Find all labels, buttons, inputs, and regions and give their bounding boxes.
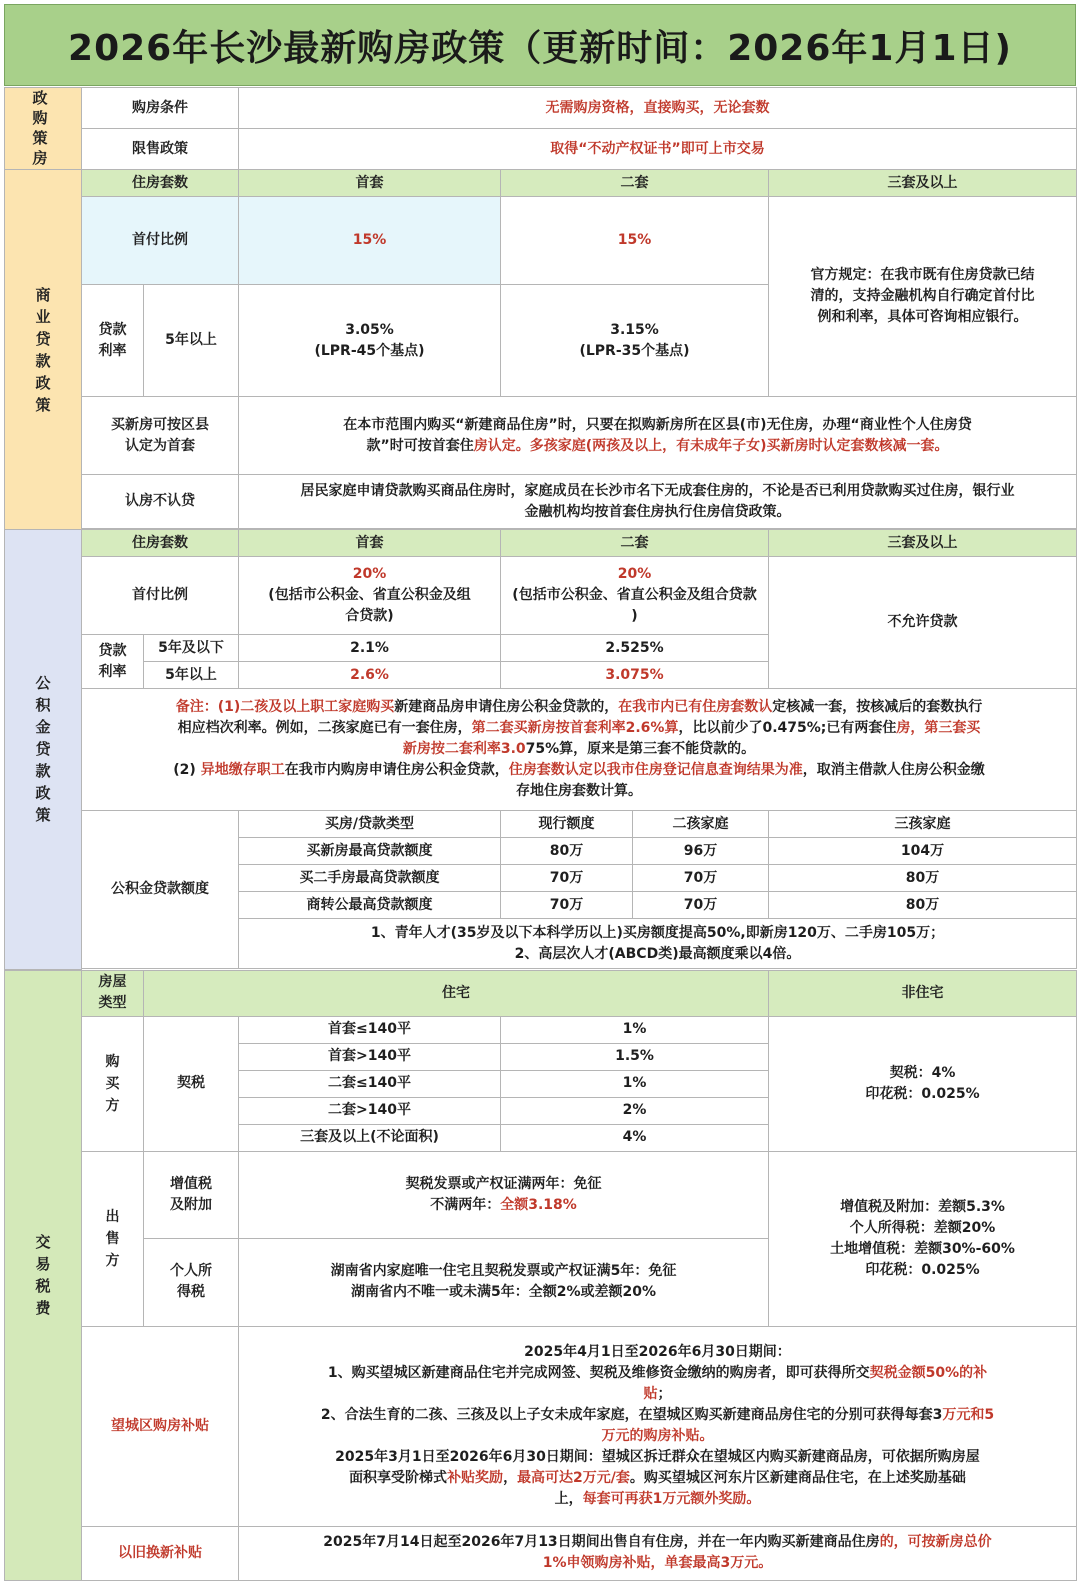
- commercial-down-second: 15%: [501, 197, 769, 285]
- commercial-header-third: 三套及以上: [769, 170, 1077, 197]
- commercial-down-first: 15%: [239, 197, 501, 285]
- deed-condition: 二套≤140平: [239, 1070, 501, 1097]
- quota-header-three-child: 三孩家庭: [769, 811, 1077, 838]
- fund-header-first: 首套: [239, 530, 501, 557]
- deed-condition: 首套>140平: [239, 1043, 501, 1070]
- quota-two-child: 96万: [633, 838, 769, 865]
- resale-value: 取得“不动产权证书”即可上市交易: [239, 129, 1077, 170]
- commercial-recognize-row: [5, 475, 1077, 529]
- commercial-county-row: [5, 397, 1077, 475]
- commercial-header-first: 首套: [239, 170, 501, 197]
- quota-note: 1、青年人才(35岁及以下本科学历以上)买房额度提高50%,即新房120万、二手房105万； 2、高层次人才(ABCD类)最高额度乘以4倍。: [239, 919, 1077, 969]
- tradein-text: 2025年7月14日起至2026年7月13日期间出售自有住房，并在一年内购买新建商品住房的，可按新房总价1%申领购房补贴，单套最高3万元。: [239, 1526, 1077, 1580]
- buyer-nonres: 契税：4% 印花税：0.025%: [769, 1016, 1077, 1151]
- commercial-header-count: 住房套数: [82, 170, 239, 197]
- fund-note-2: (2) 异地缴存职工在我市内购房申请住房公积金贷款，住房套数认定以我市住房登记信息查询结果为准，取消主借款人住房公积金缴存地住房套数计算。: [173, 762, 985, 799]
- commercial-header: [5, 170, 1077, 197]
- quota-current: 80万: [501, 838, 633, 865]
- commercial-rate-first: 3.05% (LPR-45个基点): [239, 285, 501, 397]
- pit-label: 个人所得税: [144, 1238, 239, 1326]
- recognize-label: 认房不认贷: [82, 475, 239, 529]
- fund-note-1: 备注：(1)二孩及以上职工家庭购买新建商品房申请住房公积金贷款的，在我市内已有住房套数认定核减一套，按核减后的套数执行相应档次利率。例如，二孩家庭已有一套住房，第二套买新房按首套利率2.6%算，比以前少了0.475%;已有两套住房，第三套买新房按二套利率3.075%算，原来是第三套不能贷款的。: [175, 699, 983, 757]
- quota-header-type: 买房/贷款类型: [239, 811, 501, 838]
- fund-short-second: 2.525%: [501, 635, 769, 662]
- quota-header-row: [5, 811, 1077, 838]
- fund-header-second: 二套: [501, 530, 769, 557]
- residential-header: 住宅: [144, 970, 769, 1016]
- deed-rate: 1%: [501, 1016, 769, 1043]
- quota-type: 商转公最高贷款额度: [239, 892, 501, 919]
- deed-rate: 1.5%: [501, 1043, 769, 1070]
- seller-nonres: 增值税及附加：差额5.3% 个人所得税：差额20% 土地增值税：差额30%-60% 印花税：0.025%: [769, 1151, 1077, 1326]
- deed-tax-label: 契税: [144, 1016, 239, 1151]
- recognize-text: 居民家庭申请贷款购买商品住房时，家庭成员在长沙市名下无成套住房的，不论是否已利用贷款购买过住房，银行业金融机构均按首套住房执行住房信贷政策。: [239, 475, 1077, 529]
- seller-label: 出售方: [82, 1151, 144, 1326]
- quota-label: 公积金贷款额度: [82, 811, 239, 969]
- quota-three-child: 80万: [769, 865, 1077, 892]
- fund-short-first: 2.1%: [239, 635, 501, 662]
- quota-type: 买新房最高贷款额度: [239, 838, 501, 865]
- commercial-header-second: 二套: [501, 170, 769, 197]
- conditions-value: 无需购房资格，直接购买，无论套数: [239, 88, 1077, 129]
- deed-condition: 二套>140平: [239, 1097, 501, 1124]
- quota-header-current: 现行额度: [501, 811, 633, 838]
- quota-current: 70万: [501, 865, 633, 892]
- fund-term-short: 5年及以下: [144, 635, 239, 662]
- quota-header-two-child: 二孩家庭: [633, 811, 769, 838]
- deed-row: [5, 1016, 1077, 1043]
- section-tax: 交易税费: [5, 970, 82, 1581]
- quota-type: 买二手房最高贷款额度: [239, 865, 501, 892]
- vat-label: 增值税及附加: [144, 1151, 239, 1238]
- quota-two-child: 70万: [633, 892, 769, 919]
- deed-condition: 三套及以上(不论面积): [239, 1124, 501, 1151]
- fund-header: [5, 530, 1077, 557]
- page-title: 2026年长沙最新购房政策（更新时间：2026年1月1日): [4, 4, 1076, 86]
- policy-table: [4, 87, 1077, 1581]
- quota-three-child: 80万: [769, 892, 1077, 919]
- fund-down-second: 20% (包括市公积金、省直公积金及组合贷款 ): [501, 557, 769, 635]
- commercial-rate-term: 5年以上: [144, 285, 239, 397]
- fund-note-row: [5, 689, 1077, 811]
- deed-rate: 4%: [501, 1124, 769, 1151]
- section-fund: 公积金贷款政策: [5, 530, 82, 970]
- tradein-label: 以旧换新补贴: [82, 1526, 239, 1580]
- fund-down-label: 首付比例: [82, 557, 239, 635]
- fund-long-second: 3.075%: [501, 662, 769, 689]
- fund-long-first: 2.6%: [239, 662, 501, 689]
- conditions-label: 购房条件: [82, 88, 239, 129]
- fund-down-first: 20% (包括市公积金、省直公积金及组合贷款): [239, 557, 501, 635]
- resale-label: 限售政策: [82, 129, 239, 170]
- policy-row-resale: [5, 129, 1077, 170]
- commercial-rate-label: 贷款利率: [82, 285, 144, 397]
- non-residential-header: 非住宅: [769, 970, 1077, 1016]
- quota-two-child: 70万: [633, 865, 769, 892]
- fund-note: [82, 689, 1077, 811]
- section-policy: 政购策房: [5, 88, 82, 170]
- vat-row: [5, 1151, 1077, 1238]
- tax-header: [5, 970, 1077, 1016]
- quota-three-child: 104万: [769, 838, 1077, 865]
- county-text: 在本市范围内购买“新建商品住房”时，只要在拟购新房所在区县(市)无住房，办理“商业性个人住房贷款”时可按首套住房认定。多孩家庭(两孩及以上，有未成年子女)买新房时认定套数核减一套。: [239, 397, 1077, 475]
- commercial-down-label: 首付比例: [82, 197, 239, 285]
- wangcheng-row: [5, 1326, 1077, 1526]
- commercial-rate-second: 3.15% (LPR-35个基点): [501, 285, 769, 397]
- fund-header-count: 住房套数: [82, 530, 239, 557]
- deed-condition: 首套≤140平: [239, 1016, 501, 1043]
- fund-rate-label: 贷款利率: [82, 635, 144, 689]
- pit-text: 湖南省内家庭唯一住宅且契税发票或产权证满5年：免征 湖南省内不唯一或未满5年：全额2%或差额20%: [239, 1238, 769, 1326]
- house-type-label: 房屋类型: [82, 970, 144, 1016]
- vat-text: 契税发票或产权证满两年：免征 不满两年：全额3.18%: [239, 1151, 769, 1238]
- buyer-label: 购买方: [82, 1016, 144, 1151]
- deed-rate: 1%: [501, 1070, 769, 1097]
- policy-row-conditions: [5, 88, 1077, 129]
- fund-third-value: 不允许贷款: [769, 557, 1077, 689]
- section-commercial: 商业贷款政策: [5, 170, 82, 530]
- wangcheng-label: 望城区购房补贴: [82, 1326, 239, 1526]
- quota-current: 70万: [501, 892, 633, 919]
- county-label: 买新房可按区县认定为首套: [82, 397, 239, 475]
- commercial-down-row: [5, 197, 1077, 285]
- fund-term-long: 5年以上: [144, 662, 239, 689]
- deed-rate: 2%: [501, 1097, 769, 1124]
- fund-down-row: [5, 557, 1077, 635]
- fund-header-third: 三套及以上: [769, 530, 1077, 557]
- tradein-row: [5, 1526, 1077, 1580]
- commercial-third-note: 官方规定：在我市既有住房贷款已结清的，支持金融机构自行确定首付比例和利率，具体可咨询相应银行。: [769, 197, 1077, 397]
- wangcheng-text: 2025年4月1日至2026年6月30日期间： 1、购买望城区新建商品住宅并完成网签、契税及维修资金缴纳的购房者，即可获得所交契税金额50%的补贴； 2、合法生育的二孩、三孩及以上子女未成年家庭，在望城区购买新建商品房住宅的分别可获得每套3万元和5万元的购房补贴。 2025年3月1日至2026年6月30日期间：望城区拆迁群众在望城区内购买新建商品房，可依据所购房屋 面积享受阶梯式补贴奖励，最高可达2万元/套。购买望城区河东片区新建商品住宅，在上述奖励基础 上，每套可再获1万元额外奖励。: [239, 1326, 1077, 1526]
